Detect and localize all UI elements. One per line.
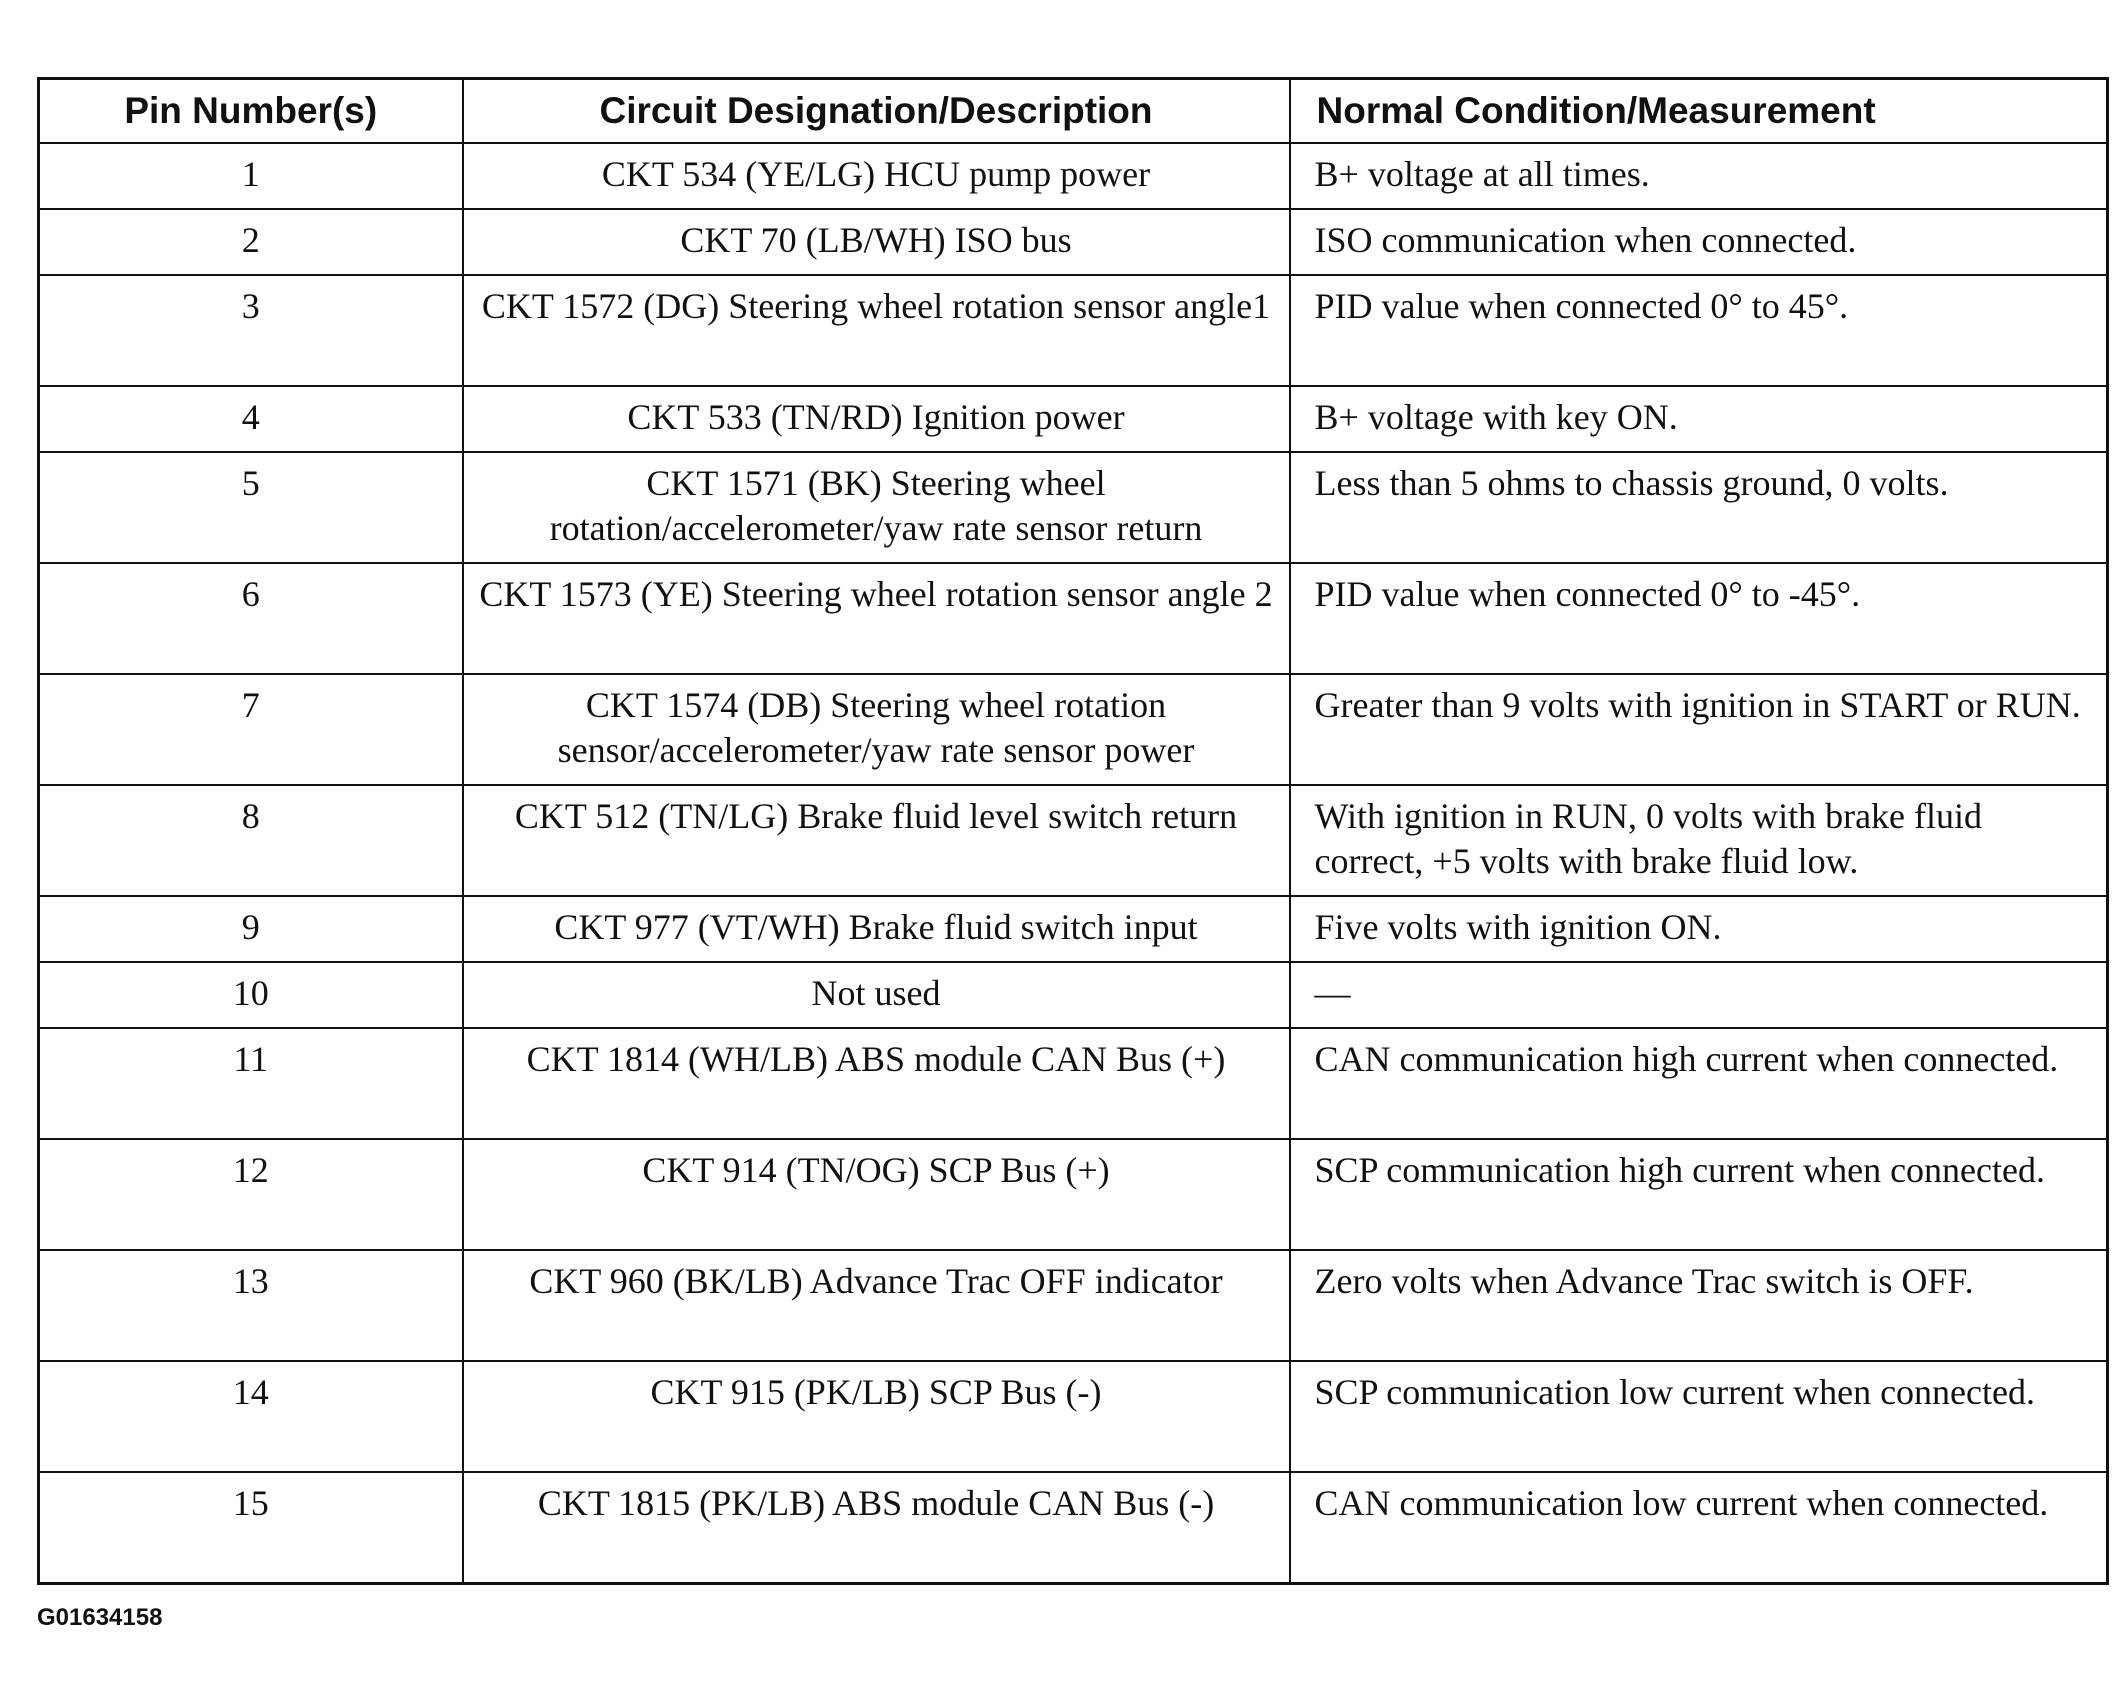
description-cell: CKT 1571 (BK) Steering wheel rotation/accelerometer/yaw rate sensor return bbox=[463, 452, 1290, 563]
description-cell: CKT 960 (BK/LB) Advance Trac OFF indicator bbox=[463, 1250, 1290, 1361]
description-cell: CKT 1573 (YE) Steering wheel rotation sensor angle 2 bbox=[463, 563, 1290, 674]
table-row bbox=[39, 1250, 2108, 1361]
pin-cell: 15 bbox=[39, 1472, 463, 1583]
pin-cell: 8 bbox=[39, 785, 463, 896]
table-row bbox=[39, 1361, 2108, 1472]
description-cell: CKT 1574 (DB) Steering wheel rotation sensor/accelerometer/yaw rate sensor power bbox=[463, 674, 1290, 785]
description-cell: CKT 915 (PK/LB) SCP Bus (-) bbox=[463, 1361, 1290, 1472]
condition-cell: SCP communication low current when connected. bbox=[1290, 1361, 2108, 1472]
header-normal-condition: Normal Condition/Measurement bbox=[1290, 79, 2108, 144]
table-row bbox=[39, 1028, 2108, 1139]
condition-cell: CAN communication high current when connected. bbox=[1290, 1028, 2108, 1139]
condition-cell: CAN communication low current when connected. bbox=[1290, 1472, 2108, 1583]
table-row bbox=[39, 1472, 2108, 1583]
pin-cell: 2 bbox=[39, 209, 463, 275]
table-row bbox=[39, 1139, 2108, 1250]
description-cell: CKT 1814 (WH/LB) ABS module CAN Bus (+) bbox=[463, 1028, 1290, 1139]
pin-cell: 13 bbox=[39, 1250, 463, 1361]
pin-cell: 7 bbox=[39, 674, 463, 785]
condition-cell: B+ voltage with key ON. bbox=[1290, 386, 2108, 452]
description-cell: CKT 70 (LB/WH) ISO bus bbox=[463, 209, 1290, 275]
table-row bbox=[39, 209, 2108, 275]
table-row bbox=[39, 962, 2108, 1028]
figure-id: G01634158 bbox=[37, 1604, 163, 1631]
table-row bbox=[39, 785, 2108, 896]
condition-cell: B+ voltage at all times. bbox=[1290, 143, 2108, 209]
condition-cell: ISO communication when connected. bbox=[1290, 209, 2108, 275]
condition-cell: PID value when connected 0° to -45°. bbox=[1290, 563, 2108, 674]
condition-cell: With ignition in RUN, 0 volts with brake fluid correct, +5 volts with brake fluid low. bbox=[1290, 785, 2108, 896]
table-row bbox=[39, 275, 2108, 386]
pin-cell: 3 bbox=[39, 275, 463, 386]
pin-cell: 1 bbox=[39, 143, 463, 209]
table-row bbox=[39, 143, 2108, 209]
condition-cell: PID value when connected 0° to 45°. bbox=[1290, 275, 2108, 386]
table-body bbox=[39, 143, 2108, 1583]
pin-cell: 9 bbox=[39, 896, 463, 962]
pin-cell: 14 bbox=[39, 1361, 463, 1472]
description-cell: CKT 512 (TN/LG) Brake fluid level switch return bbox=[463, 785, 1290, 896]
condition-cell: Five volts with ignition ON. bbox=[1290, 896, 2108, 962]
table-row bbox=[39, 674, 2108, 785]
pin-cell: 4 bbox=[39, 386, 463, 452]
condition-cell: — bbox=[1290, 962, 2108, 1028]
pin-cell: 6 bbox=[39, 563, 463, 674]
condition-cell: Zero volts when Advance Trac switch is OFF. bbox=[1290, 1250, 2108, 1361]
pin-cell: 11 bbox=[39, 1028, 463, 1139]
description-cell: CKT 1572 (DG) Steering wheel rotation sensor angle1 bbox=[463, 275, 1290, 386]
condition-cell: SCP communication high current when connected. bbox=[1290, 1139, 2108, 1250]
pin-cell: 12 bbox=[39, 1139, 463, 1250]
table-row bbox=[39, 896, 2108, 962]
header-row bbox=[39, 79, 2108, 144]
pin-table bbox=[37, 77, 2109, 1585]
table-header bbox=[39, 79, 2108, 144]
description-cell: CKT 1815 (PK/LB) ABS module CAN Bus (-) bbox=[463, 1472, 1290, 1583]
table-row bbox=[39, 563, 2108, 674]
condition-cell: Greater than 9 volts with ignition in START or RUN. bbox=[1290, 674, 2108, 785]
table-row bbox=[39, 386, 2108, 452]
description-cell: CKT 533 (TN/RD) Ignition power bbox=[463, 386, 1290, 452]
table-row bbox=[39, 452, 2108, 563]
header-pin-number: Pin Number(s) bbox=[39, 79, 463, 144]
pin-cell: 5 bbox=[39, 452, 463, 563]
description-cell: Not used bbox=[463, 962, 1290, 1028]
condition-cell: Less than 5 ohms to chassis ground, 0 volts. bbox=[1290, 452, 2108, 563]
description-cell: CKT 977 (VT/WH) Brake fluid switch input bbox=[463, 896, 1290, 962]
pin-cell: 10 bbox=[39, 962, 463, 1028]
description-cell: CKT 534 (YE/LG) HCU pump power bbox=[463, 143, 1290, 209]
description-cell: CKT 914 (TN/OG) SCP Bus (+) bbox=[463, 1139, 1290, 1250]
header-circuit-description: Circuit Designation/Description bbox=[463, 79, 1290, 144]
